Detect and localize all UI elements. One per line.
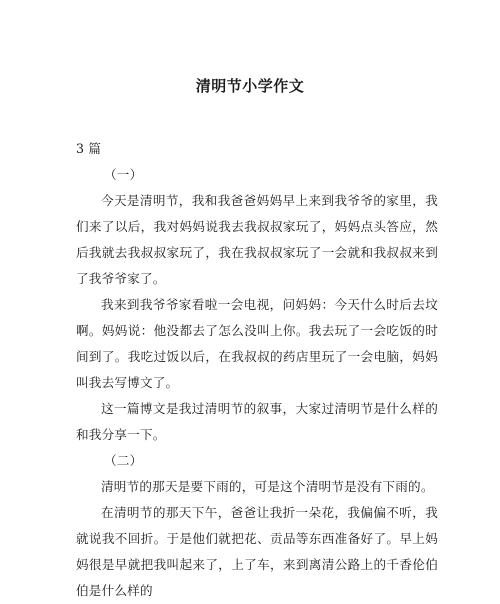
section-heading-1: （一）	[104, 167, 143, 182]
article-count: 3 篇	[76, 141, 102, 156]
paragraph: 这一篇博文是我过清明节的叙事，大家过清明节是什么样的和我分享一下。	[76, 401, 438, 442]
paragraph: 今天是清明节，我和我爸爸妈妈早上来到我爷爷的家里，我们来了以后，我对妈妈说我去我叔叔家玩了，妈妈点头答应，然后我就去我叔叔家玩了，我在我叔叔家玩了一会就和我叔叔来到了我爷爷家了。	[76, 193, 438, 286]
paragraph: 清明节的那天是要下雨的，可是这个清明节是没有下雨的。	[101, 479, 434, 494]
section-heading-2: （二）	[104, 453, 143, 468]
document-body	[76, 136, 438, 604]
document-title: 清明节小学作文	[195, 77, 305, 95]
paragraph: 在清明节的那天下午，爸爸让我折一朵花，我偏偏不听，我就说我不回折。于是他们就把花、贡品等东西准备好了。早上妈妈很是早就把我叫起来了，上了车，来到离清公路上的千香伦伯伯是什么样的	[76, 505, 438, 598]
paragraph: 我来到我爷爷家看啦一会电视，问妈妈：今天什么时后去坟啊。妈妈说：他没都去了怎么没叫上你。我去玩了一会吃饭的时间到了。我吃过饭以后，在我叔叔的药店里玩了一会电脑，妈妈叫我去写博文了。	[76, 297, 438, 390]
